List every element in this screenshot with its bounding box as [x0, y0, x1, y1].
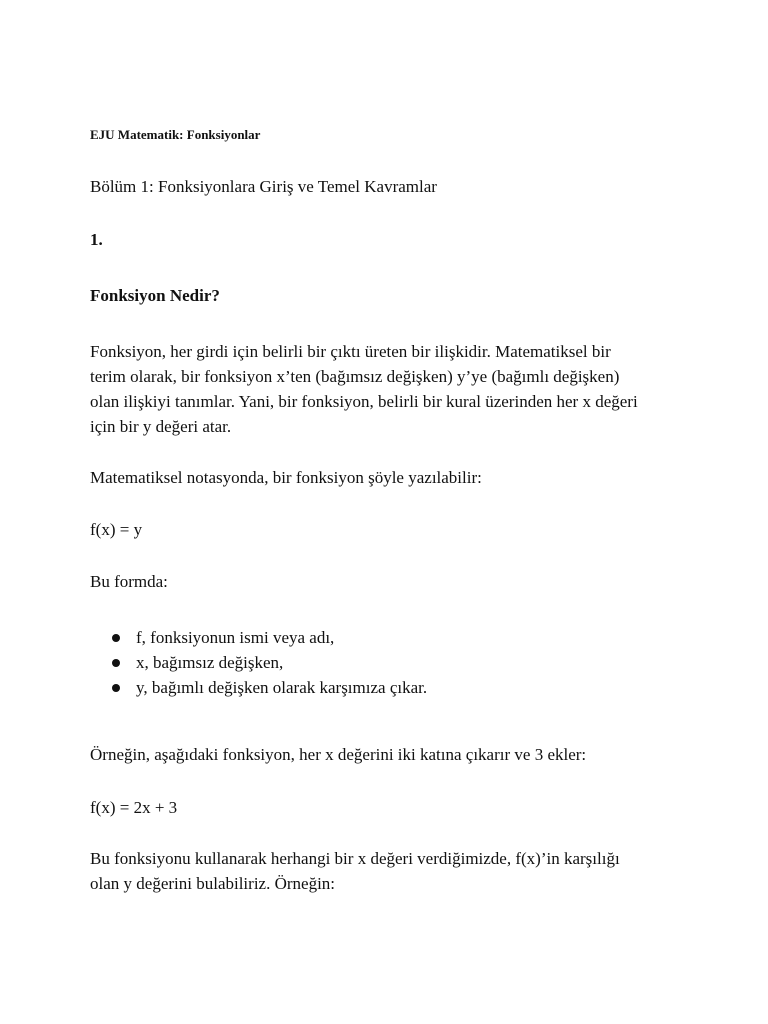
- document-title: EJU Matematik: Fonksiyonlar: [90, 127, 261, 142]
- formula-basic: f(x) = y: [90, 520, 143, 539]
- paragraph-line: olan ilişkiyi tanımlar. Yani, bir fonksiyon, belirli bir kural üzerinden her x değeri: [90, 392, 638, 411]
- list-item-text: x, bağımsız değişken,: [136, 653, 284, 672]
- list-item: [112, 650, 427, 675]
- list-item: [112, 625, 427, 650]
- list-item: [112, 675, 427, 700]
- bullet-icon: [112, 634, 120, 642]
- list-item-text: f, fonksiyonun ismi veya adı,: [136, 628, 335, 647]
- bullet-icon: [112, 659, 120, 667]
- paragraph-notation: Matematiksel notasyonda, bir fonksiyon şöyle yazılabilir:: [90, 468, 482, 487]
- paragraph-line: terim olarak, bir fonksiyon x’ten (bağımsız değişken) y’ye (bağımlı değişken): [90, 367, 620, 386]
- subsection-heading: Fonksiyon Nedir?: [90, 286, 220, 305]
- paragraph-line: Bu fonksiyonu kullanarak herhangi bir x değeri verdiğimizde, f(x)’in karşılığı: [90, 849, 620, 868]
- bullet-list: [112, 625, 427, 700]
- paragraph-definition: [90, 339, 690, 439]
- paragraph-usage: [90, 846, 690, 896]
- section-title: Bölüm 1: Fonksiyonlara Giriş ve Temel Kavramlar: [90, 177, 437, 196]
- bullet-icon: [112, 684, 120, 692]
- paragraph-line: için bir y değeri atar.: [90, 417, 232, 436]
- section-number: 1.: [90, 230, 103, 249]
- list-item-text: y, bağımlı değişken olarak karşımıza çıkar.: [136, 678, 428, 697]
- paragraph-line: olan y değerini bulabiliriz. Örneğin:: [90, 874, 336, 893]
- paragraph-example: Örneğin, aşağıdaki fonksiyon, her x değerini iki katına çıkarır ve 3 ekler:: [90, 745, 587, 764]
- formula-example: f(x) = 2x + 3: [90, 798, 178, 817]
- paragraph-form: Bu formda:: [90, 572, 168, 591]
- paragraph-line: Fonksiyon, her girdi için belirli bir çıktı üreten bir ilişkidir. Matematiksel bir: [90, 342, 611, 361]
